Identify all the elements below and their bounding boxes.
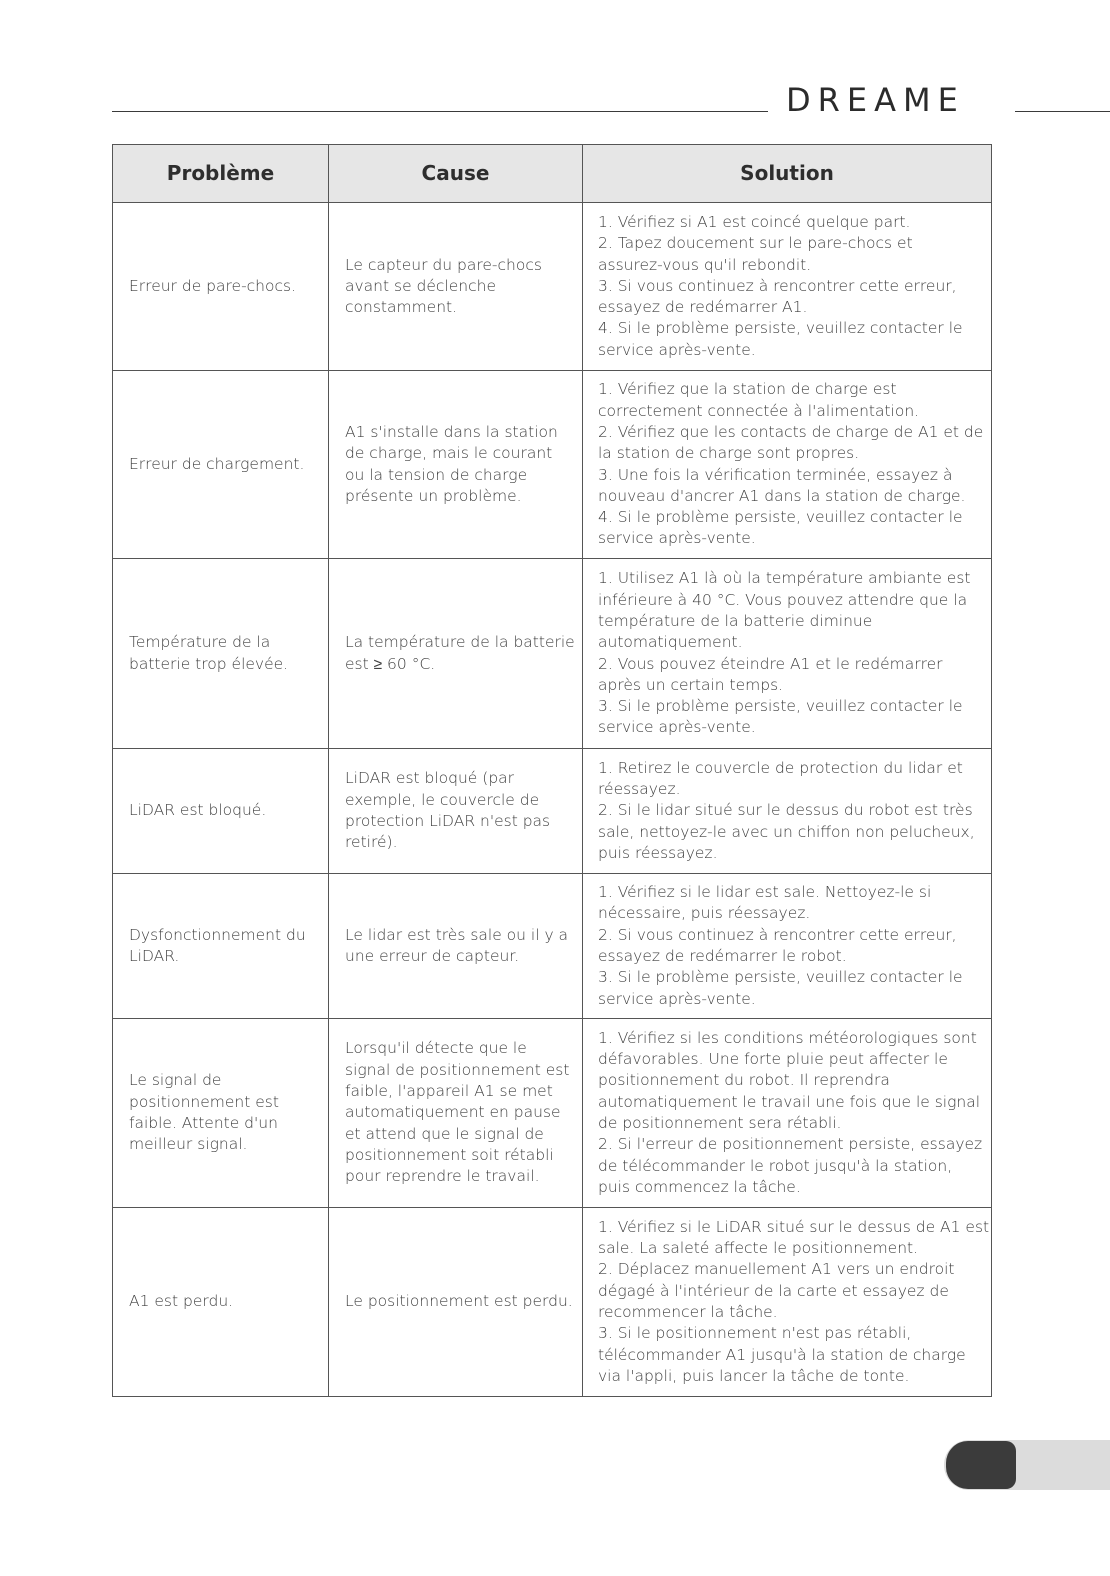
- solution-cell: [583, 559, 992, 749]
- cause-cell: [329, 874, 583, 1019]
- solution-text-line: 2. Vous pouvez éteindre A1 et le redémarrer: [598, 654, 943, 673]
- cause-text-line: positionnement soit rétabli: [345, 1145, 554, 1164]
- solution-text-line: de télécommander le robot jusqu'à la station,: [598, 1156, 953, 1175]
- solution-text-line: service après-vente.: [598, 340, 756, 359]
- solution-text-line: température de la batterie diminue: [598, 611, 873, 630]
- solution-cell: [583, 1208, 992, 1397]
- cause-text-line: La température de la batterie: [345, 633, 575, 652]
- solution-text-line: 2. Déplacez manuellement A1 vers un endroit: [598, 1260, 955, 1279]
- solution-cell: [583, 874, 992, 1019]
- solution-text-line: 3. Si le problème persiste, veuillez contacter le: [598, 968, 963, 987]
- solution-cell: [583, 1019, 992, 1208]
- solution-text-line: inférieure à 40 °C. Vous pouvez attendre que la: [598, 590, 968, 609]
- solution-text-line: nouveau d'ancrer A1 dans la station de charge.: [598, 486, 966, 505]
- header-problem: Problème: [113, 145, 329, 203]
- problem-cell: [113, 874, 329, 1019]
- page-tab-marker: [946, 1441, 1016, 1489]
- solution-text-line: après un certain temps.: [598, 675, 784, 694]
- problem-text-line: Erreur de pare-chocs.: [129, 276, 297, 295]
- problem-cell: [113, 749, 329, 874]
- cause-text-line: Le positionnement est perdu.: [345, 1292, 573, 1311]
- cause-text-line: avant se déclenche: [345, 276, 496, 295]
- cause-text-line: une erreur de capteur.: [345, 947, 520, 965]
- cause-text-line: Le capteur du pare-chocs: [345, 255, 542, 274]
- solution-text-line: 1. Vérifiez que la station de charge est: [598, 380, 897, 399]
- cause-text-line: signal de positionnement est: [345, 1060, 570, 1079]
- solution-cell: [583, 203, 992, 371]
- cause-text-line: ou la tension de charge: [345, 465, 528, 484]
- cause-text-line: présente un problème.: [345, 486, 522, 505]
- cause-text-line: Lorsqu'il détecte que le: [345, 1039, 527, 1058]
- brand-logo: DREAME: [786, 81, 965, 119]
- problem-text-line: LiDAR est bloqué.: [129, 801, 267, 820]
- solution-text-line: 3. Si le positionnement n'est pas rétabli,: [598, 1324, 912, 1343]
- solution-text-line: télécommander A1 jusqu'à la station de charge: [598, 1345, 966, 1364]
- solution-cell: [583, 371, 992, 559]
- table-row: [113, 749, 992, 874]
- solution-text-line: essayez de redémarrer A1.: [598, 298, 808, 317]
- cause-text-line: Le lidar est très sale ou il y a: [345, 925, 569, 944]
- troubleshooting-table: [112, 144, 992, 1397]
- solution-text-line: puis réessayez.: [598, 843, 718, 862]
- solution-text-line: sale. La saleté affecte le positionnement.: [598, 1239, 919, 1258]
- cause-text-line: exemple, le couvercle de: [345, 790, 540, 809]
- solution-text-line: 1. Retirez le couvercle de protection du lidar et: [598, 758, 963, 777]
- table-row: [113, 1019, 992, 1208]
- table-row: [113, 874, 992, 1019]
- solution-text-line: assurez-vous qu'il rebondit.: [598, 255, 812, 274]
- problem-text-line: Le signal de: [129, 1071, 222, 1090]
- cause-text-line: automatiquement en pause: [345, 1103, 561, 1122]
- cause-text-line: retiré).: [345, 833, 398, 852]
- solution-text-line: 3. Si vous continuez à rencontrer cette erreur,: [598, 276, 957, 295]
- solution-text-line: recommencer la tâche.: [598, 1303, 778, 1321]
- solution-text-line: dégagé à l'intérieur de la carte et essayez de: [598, 1281, 949, 1300]
- problem-text-line: positionnement est: [129, 1092, 279, 1111]
- solution-text-line: réessayez.: [598, 780, 681, 799]
- solution-text-line: via l'appli, puis lancer la tâche de tonte.: [598, 1366, 910, 1385]
- cause-cell: [329, 749, 583, 874]
- solution-text-line: 4. Si le problème persiste, veuillez contacter le: [598, 508, 963, 527]
- problem-cell: [113, 1208, 329, 1397]
- solution-text-line: 2. Tapez doucement sur le pare-chocs et: [598, 234, 913, 253]
- solution-text-line: 1. Vérifiez si le lidar est sale. Nettoyez-le si: [598, 883, 932, 902]
- solution-text-line: 1. Vérifiez si les conditions météorologiques sont: [598, 1028, 977, 1047]
- table-row: [113, 371, 992, 559]
- cause-text-line: protection LiDAR n'est pas: [345, 812, 551, 830]
- solution-text-line: 2. Si vous continuez à rencontrer cette erreur,: [598, 925, 957, 944]
- solution-text-line: service après-vente.: [598, 529, 756, 548]
- solution-cell: [583, 749, 992, 874]
- cause-text-line: pour reprendre le travail.: [345, 1167, 540, 1186]
- solution-text-line: 2. Si l'erreur de positionnement persiste, essayez: [598, 1135, 983, 1154]
- solution-text-line: 4. Si le problème persiste, veuillez contacter le: [598, 319, 963, 338]
- table-row: [113, 559, 992, 749]
- cause-cell: [329, 371, 583, 559]
- table-row: [113, 203, 992, 371]
- cause-cell: [329, 203, 583, 371]
- solution-text-line: puis commencez la tâche.: [598, 1177, 801, 1196]
- problem-text-line: LiDAR.: [129, 947, 180, 965]
- solution-text-line: correctement connectée à l'alimentation.: [598, 401, 920, 420]
- solution-text-line: 1. Utilisez A1 là où la température ambiante est: [598, 569, 971, 588]
- solution-text-line: de positionnement sera rétabli.: [598, 1114, 842, 1132]
- solution-text-line: la station de charge sont propres.: [598, 444, 860, 463]
- cause-text-line: LiDAR est bloqué (par: [345, 769, 515, 788]
- cause-text-line: faible, l'appareil A1 se met: [345, 1082, 553, 1101]
- problem-cell: [113, 1019, 329, 1208]
- header-solution: Solution: [583, 145, 992, 203]
- solution-text-line: service après-vente.: [598, 718, 756, 737]
- cause-cell: [329, 559, 583, 749]
- solution-text-line: 3. Si le problème persiste, veuillez contacter le: [598, 697, 963, 716]
- solution-text-line: 2. Vérifiez que les contacts de charge de A1 et de: [598, 422, 984, 441]
- solution-text-line: positionnement du robot. Il reprendra: [598, 1071, 890, 1090]
- problem-text-line: Erreur de chargement.: [129, 454, 305, 473]
- solution-text-line: défavorables. Une forte pluie peut affecter le: [598, 1050, 948, 1069]
- problem-cell: [113, 203, 329, 371]
- solution-text-line: automatiquement.: [598, 633, 743, 652]
- problem-cell: [113, 559, 329, 749]
- header-rule-left: [112, 111, 768, 112]
- solution-text-line: essayez de redémarrer le robot.: [598, 947, 847, 965]
- problem-text-line: meilleur signal.: [129, 1135, 248, 1154]
- cause-text-line: est ≥ 60 °C.: [345, 654, 436, 673]
- solution-text-line: nécessaire, puis réessayez.: [598, 904, 811, 923]
- cause-cell: [329, 1208, 583, 1397]
- table-header-row: [113, 145, 992, 203]
- cause-text-line: de charge, mais le courant: [345, 444, 553, 463]
- solution-text-line: 1. Vérifiez si le LiDAR situé sur le dessus de A1 est: [598, 1217, 990, 1236]
- solution-text-line: sale, nettoyez-le avec un chiffon non pelucheux,: [598, 822, 975, 841]
- cause-cell: [329, 1019, 583, 1208]
- problem-text-line: batterie trop élevée.: [129, 654, 289, 673]
- header-rule-right: [1015, 111, 1110, 112]
- table-row: [113, 1208, 992, 1397]
- problem-text-line: A1 est perdu.: [129, 1292, 234, 1311]
- problem-cell: [113, 371, 329, 559]
- problem-text-line: Dysfonctionnement du: [129, 925, 306, 944]
- header-cause: Cause: [329, 145, 583, 203]
- solution-text-line: 3. Une fois la vérification terminée, essayez à: [598, 465, 953, 484]
- problem-text-line: Température de la: [129, 633, 271, 652]
- solution-text-line: service après-vente.: [598, 989, 756, 1008]
- cause-text-line: constamment.: [345, 298, 458, 317]
- solution-text-line: 1. Vérifiez si A1 est coincé quelque part.: [598, 212, 911, 231]
- solution-text-line: automatiquement le travail une fois que le signal: [598, 1092, 981, 1111]
- cause-text-line: A1 s'installe dans la station: [345, 422, 558, 441]
- cause-text-line: et attend que le signal de: [345, 1124, 544, 1143]
- problem-text-line: faible. Attente d'un: [129, 1114, 278, 1132]
- solution-text-line: 2. Si le lidar situé sur le dessus du robot est très: [598, 801, 973, 820]
